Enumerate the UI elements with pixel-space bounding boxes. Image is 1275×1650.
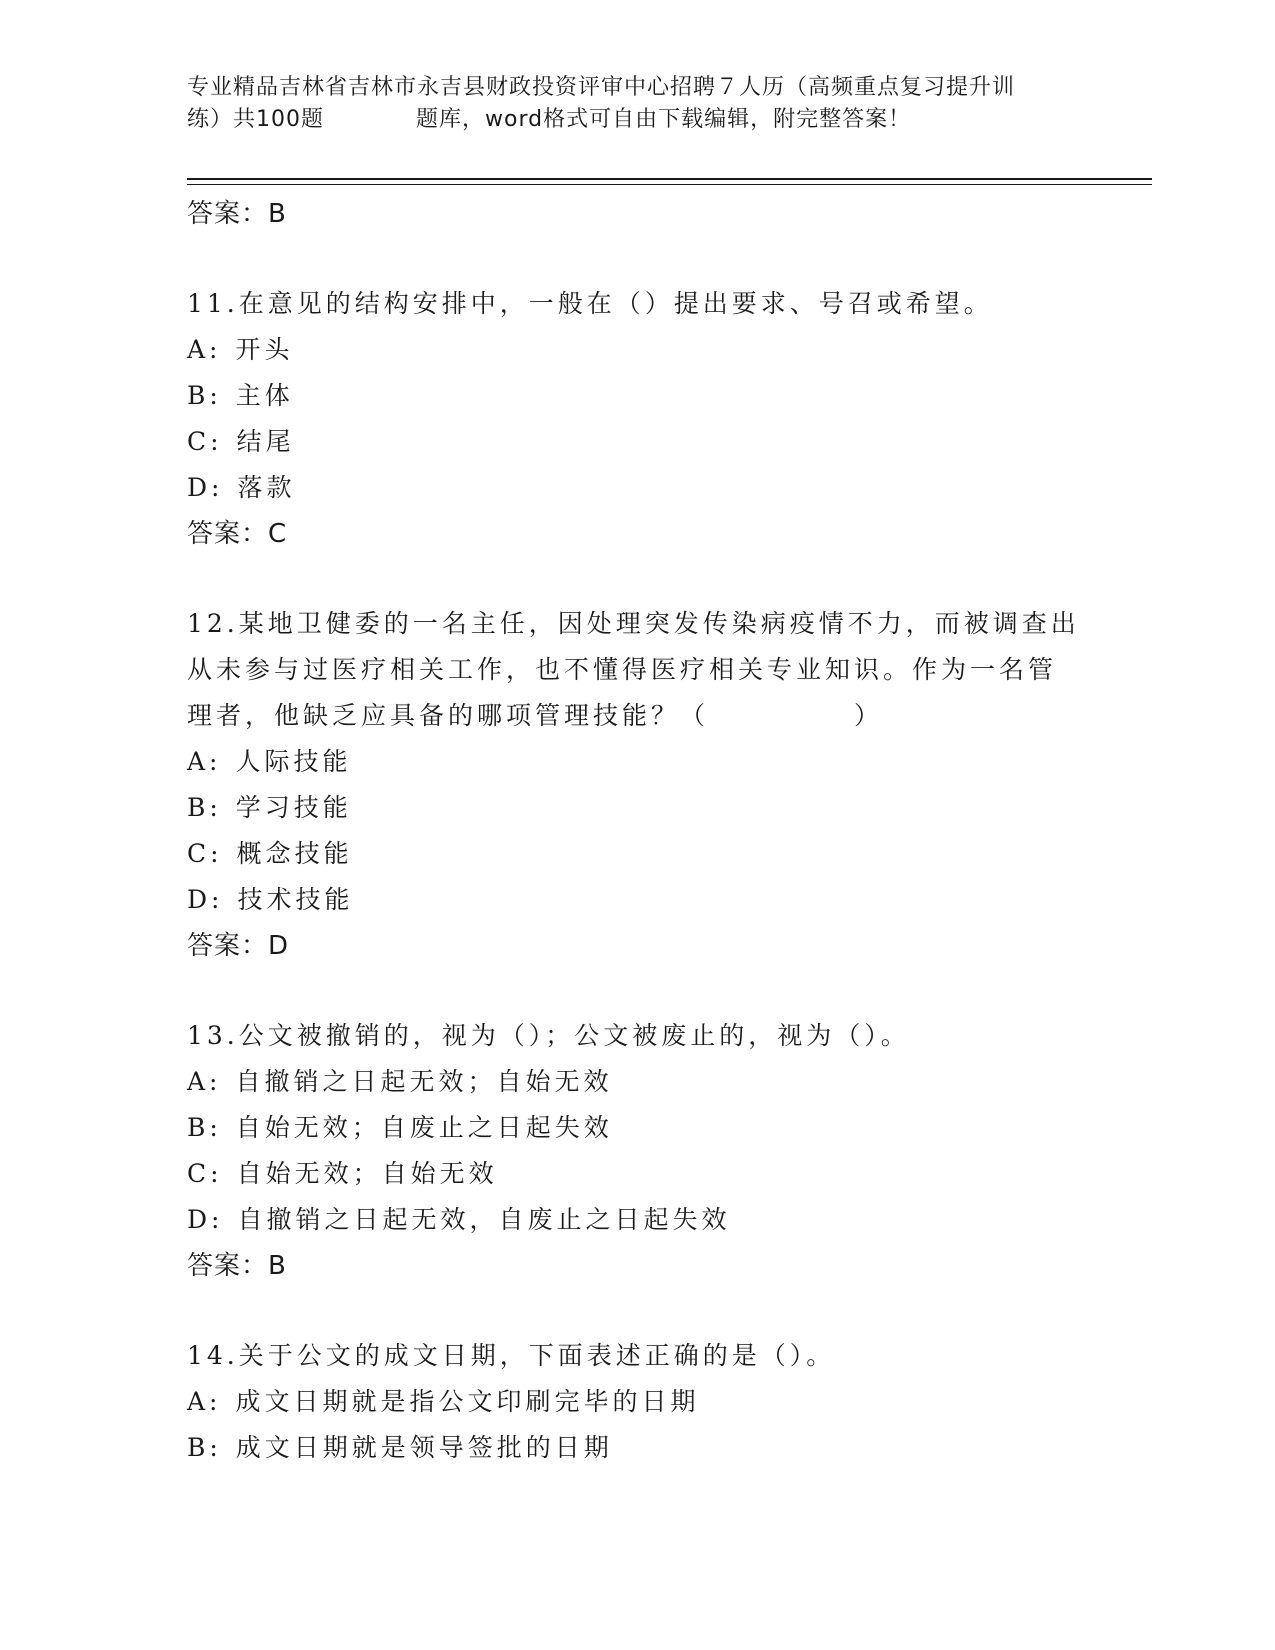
header-divider-thin <box>187 184 1152 185</box>
header-title-line-2: 练）共100题 题库，word格式可自由下载编辑，附完整答案！ <box>187 107 912 132</box>
page-header <box>187 72 1087 136</box>
option-text: 人际技能 <box>235 747 352 776</box>
option-letter: A: <box>187 1387 222 1416</box>
option-c <box>187 419 1087 465</box>
question-text: 理者，他缺乏应具备的哪项管理技能？（ ） <box>187 701 884 730</box>
header-divider-thick <box>187 178 1152 180</box>
option-letter: A: <box>187 1067 222 1096</box>
option-b <box>187 785 1087 831</box>
option-text: 成文日期就是领导签批的日期 <box>235 1433 613 1462</box>
spacer <box>187 237 1087 281</box>
option-d <box>187 465 1087 511</box>
option-text: 自始无效；自废止之日起失效 <box>235 1113 613 1142</box>
option-text: 成文日期就是指公文印刷完毕的日期 <box>235 1387 700 1416</box>
option-letter: D: <box>187 473 224 502</box>
option-letter: B: <box>187 1113 222 1142</box>
option-b <box>187 373 1087 419</box>
question-text: 12.某地卫健委的一名主任，因处理突发传染病疫情不力，而被调查出 <box>187 609 1080 638</box>
option-letter: A: <box>187 335 222 364</box>
option-d <box>187 1197 1087 1243</box>
spacer <box>187 557 1087 601</box>
option-text: 自始无效；自始无效 <box>236 1159 498 1188</box>
option-text: 自撤销之日起无效；自始无效 <box>235 1067 613 1096</box>
option-text: 技术技能 <box>237 885 354 914</box>
option-a <box>187 327 1087 373</box>
question-text: 11.在意见的结构安排中，一般在（）提出要求、号召或希望。 <box>187 289 993 318</box>
option-c <box>187 831 1087 877</box>
answer-line: 答案：B <box>187 1251 287 1281</box>
option-b <box>187 1105 1087 1151</box>
question-text: 14.关于公文的成文日期，下面表述正确的是（）。 <box>187 1341 836 1370</box>
question-list <box>187 191 1087 1471</box>
option-b <box>187 1425 1087 1471</box>
question-text: 从未参与过医疗相关工作，也不懂得医疗相关专业知识。作为一名管 <box>187 655 1058 684</box>
header-title-line-1: 专业精品吉林省吉林市永吉县财政投资评审中心招聘７人历（高频重点复习提升训 <box>187 75 1016 100</box>
option-letter: C: <box>187 427 223 456</box>
spacer <box>187 969 1087 1013</box>
option-letter: C: <box>187 839 223 868</box>
option-letter: B: <box>187 793 222 822</box>
option-a <box>187 1059 1087 1105</box>
option-letter: B: <box>187 1433 222 1462</box>
option-text: 落款 <box>237 473 296 502</box>
option-text: 主体 <box>235 381 294 410</box>
option-text: 学习技能 <box>235 793 352 822</box>
option-letter: A: <box>187 747 222 776</box>
option-text: 自撤销之日起无效，自废止之日起失效 <box>237 1205 731 1234</box>
option-a <box>187 1379 1087 1425</box>
option-letter: C: <box>187 1159 223 1188</box>
option-d <box>187 877 1087 923</box>
question-block <box>187 601 1087 969</box>
question-block <box>187 1333 1087 1471</box>
answer-line: 答案：D <box>187 931 290 961</box>
answer-line: 答案：B <box>187 199 287 229</box>
option-letter: B: <box>187 381 222 410</box>
option-letter: D: <box>187 1205 224 1234</box>
spacer <box>187 1289 1087 1333</box>
option-text: 开头 <box>235 335 294 364</box>
answer-line: 答案：C <box>187 519 288 549</box>
question-block <box>187 1013 1087 1289</box>
question-block <box>187 281 1087 557</box>
option-c <box>187 1151 1087 1197</box>
option-letter: D: <box>187 885 224 914</box>
option-a <box>187 739 1087 785</box>
question-text: 13.公文被撤销的，视为（）；公文被废止的，视为（）。 <box>187 1021 910 1050</box>
option-text: 结尾 <box>236 427 295 456</box>
option-text: 概念技能 <box>236 839 353 868</box>
